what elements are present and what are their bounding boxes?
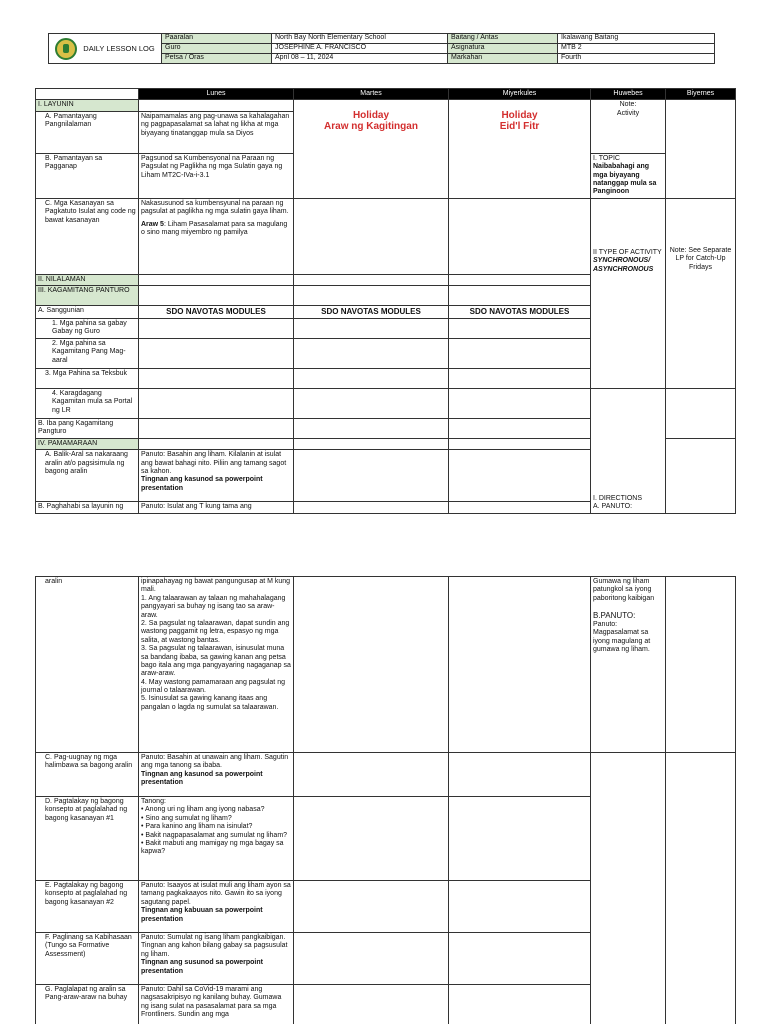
header-value: MTB 2 bbox=[558, 44, 715, 54]
day-header-lunes: Lunes bbox=[139, 89, 294, 100]
text-pagtalakay-1 bbox=[139, 797, 294, 881]
row-label-paglinang: F. Paglinang sa Kabihasaan (Tungo sa Formative Assessment) bbox=[36, 933, 139, 985]
row-label-gabay-guro: 1. Mga pahina sa gabay Gabay ng Guro bbox=[36, 318, 139, 338]
pagtalakay-2-panuto: Panuto: Isaayos at isulat muli ang liham ayon sa tamang pagkakaayos nito. Gawin ito sa iyong sagutang papel. bbox=[141, 882, 291, 906]
row-label-portal-lr: 4. Karagdagang Kagamitan mula sa Portal ng LR bbox=[36, 388, 139, 418]
row-label-aralin: aralin bbox=[36, 577, 139, 753]
huwebes-panuto-a: A. PANUTO: bbox=[593, 503, 633, 511]
araw-detail: : Liham Pasasalamat para sa magulang o sino mang miyembro ng pamilya bbox=[141, 220, 288, 236]
row-label-sanggunian: A. Sanggunian bbox=[36, 306, 139, 319]
text-balik-aral bbox=[139, 450, 294, 502]
huwebes-panuto-b-text: Panuto: Magpasalamat sa iyong magulang at gumawa ng liham. bbox=[593, 620, 651, 653]
holiday-miyerkules bbox=[449, 100, 591, 198]
lesson-table-page1 bbox=[35, 88, 736, 514]
tanong-item: • Anong uri ng liham ang iyong nabasa? bbox=[141, 806, 265, 814]
huwebes-panuto-b: B.PANUTO: bbox=[593, 611, 636, 621]
paghahabi-cont: ipinapahayag ng bawat pangungusap at M kung mali. bbox=[141, 578, 291, 594]
huwebes-gumawa: Gumawa ng liham patungkol sa iyong paboritong kaibigan bbox=[593, 578, 655, 602]
holiday-title: Holiday bbox=[501, 110, 538, 122]
huwebes-directions-cell bbox=[591, 388, 666, 513]
header-value: North Bay North Elementary School bbox=[272, 34, 448, 44]
huwebes-directions: I. DIRECTIONS bbox=[593, 494, 643, 502]
araw-label: Araw 5 bbox=[141, 220, 164, 228]
huwebes-topic: Naibabahagi ang mga biyayang natanggap mula sa Panginoon bbox=[593, 163, 657, 196]
corner-cell bbox=[36, 89, 139, 100]
header-label: Paaralan bbox=[162, 34, 272, 44]
tanong-item: • Para kanino ang liham na isinulat? bbox=[141, 823, 253, 831]
list-item: 4. May wastong pamamaraan ang pagsulat ng journal o talaarawan. bbox=[141, 678, 285, 695]
huwebes-page2-cell bbox=[591, 577, 666, 753]
header-value: April 08 – 11, 2024 bbox=[272, 54, 448, 64]
header-value: JOSEPHINE A. FRANCISCO bbox=[272, 44, 448, 54]
row-label-kasanayan: C. Mga Kasanayan sa Pagkatuto Isulat ang code ng bawat kasanayan bbox=[36, 198, 139, 274]
list-item: 5. Isinusulat sa gawing kanang itaas ang pangalan o lagda ng sumulat sa talaarawan. bbox=[141, 695, 279, 711]
holiday-name: Eid'l Fitr bbox=[499, 121, 540, 133]
row-label-paghahabi: B. Paghahabi sa layunin ng bbox=[36, 502, 139, 513]
row-label-pamantayang-pangnilalaman: A. Pamantayang Pangnilalaman bbox=[36, 111, 139, 153]
huwebes-type: SYNCHRONOUS/ ASYNCHRONOUS bbox=[593, 257, 654, 273]
header-value: Ikalawang Baitang bbox=[558, 34, 715, 44]
row-label-balik-aral: A. Balik-Aral sa nakaraang aralin at/o pagsisimula ng bagong aralin bbox=[36, 450, 139, 502]
pag-uugnay-tingnan: Tingnan ang kasunod sa powerpoint presentation bbox=[141, 770, 263, 787]
huwebes-type-heading: II TYPE OF ACTIVITY bbox=[593, 248, 662, 256]
list-item: 2. Sa pagsulat ng talaarawan, dapat sundin ang wastong paggamit ng letra, espasyo ng mga salita, at wastong bantas. bbox=[141, 619, 290, 644]
day-header-miyerkules: Miyerkules bbox=[449, 89, 591, 100]
day-header-huwebes: Huwebes bbox=[591, 89, 666, 100]
row-label-pagtalakay-1: D. Pagtalakay ng bagong konsepto at paglalahad ng bagong kasanayan #1 bbox=[36, 797, 139, 881]
huwebes-note-cell bbox=[591, 100, 666, 153]
school-seal-icon bbox=[55, 38, 77, 60]
header-label: Markahan bbox=[448, 54, 558, 64]
paglinang-panuto: Panuto: Sumulat ng isang liham pangkaibigan. Tingnan ang kahon bilang gabay sa pagsusulat ng liham. bbox=[141, 934, 288, 958]
header-label: Baitang / Antas bbox=[448, 34, 558, 44]
day-header-martes: Martes bbox=[294, 89, 449, 100]
balik-aral-tingnan: Tingnan ang kasunod sa powerpoint presentation bbox=[141, 476, 263, 492]
text-paghahabi: Panuto: Isulat ang T kung tama ang bbox=[139, 502, 294, 513]
header-label: Guro bbox=[162, 44, 272, 54]
huwebes-type-cell bbox=[591, 198, 666, 388]
text-paghahabi-cont bbox=[139, 577, 294, 753]
row-label-pagtalakay-2: E. Pagtalakay ng bagong konsepto at paglalahad ng bagong kasanayan #2 bbox=[36, 881, 139, 933]
kasanayan-text: Nakasusunod sa kumbensyunal na paraan ng pagsulat at paglikha ng mga sulatin gaya liham. bbox=[141, 199, 289, 216]
text-pag-uugnay bbox=[139, 753, 294, 797]
header-label: Asignatura bbox=[448, 44, 558, 54]
huwebes-note: Note: bbox=[619, 101, 637, 109]
biyernes-note: Note: See Separate LP for Catch-Up Fridays bbox=[669, 246, 732, 271]
day-header-biyernes: Biyernes bbox=[666, 89, 736, 100]
header-title: DAILY LESSON LOG bbox=[83, 44, 155, 53]
text-pamantayang-pangnilalaman: Naipamamalas ang pag-unawa sa kahalagahan ng pagpapasalamat sa lahat ng likha at mga biyayang tinatanggap mula sa Diyos bbox=[139, 111, 294, 153]
header-value: Fourth bbox=[558, 54, 715, 64]
sdo-modules-martes: SDO NAVOTAS MODULES bbox=[294, 306, 449, 319]
header-table bbox=[48, 33, 715, 64]
araw-5-text bbox=[141, 221, 291, 238]
paglinang-tingnan: Tingnan ang susunod sa powerpoint presentation bbox=[141, 959, 263, 975]
lesson-table-page2 bbox=[35, 576, 736, 1024]
text-kasanayan bbox=[139, 198, 294, 274]
row-label-iba-pang-kagamitan: B. Iba pang Kagamitang Pangturo bbox=[36, 418, 139, 438]
section-kagamitan: III. KAGAMITANG PANTURO bbox=[36, 286, 139, 306]
row-label-pamantayan-pagganap: B. Pamantayan sa Pagganap bbox=[36, 153, 139, 198]
header-label: Petsa / Oras bbox=[162, 54, 272, 64]
holiday-martes bbox=[294, 100, 449, 198]
holiday-name: Araw ng Kagitingan bbox=[324, 121, 418, 133]
header-logo-cell bbox=[49, 34, 162, 64]
sdo-modules-lunes: SDO NAVOTAS MODULES bbox=[139, 306, 294, 319]
huwebes-topic-cell bbox=[591, 153, 666, 198]
text-paglalapat: Panuto: Dahil sa CoVid-19 marami ang nagsasakripisyo ng kanilang buhay. Gumawa ng isang sulat na pasasalamat para sa mga Frontliners. Sundin ang mga bbox=[139, 985, 294, 1024]
pagtalakay-2-tingnan: Tingnan ang kabuuan sa powerpoint presentation bbox=[141, 907, 263, 923]
huwebes-activity: Activity bbox=[616, 109, 640, 117]
row-label-teksbuk: 3. Mga Pahina sa Teksbuk bbox=[36, 368, 139, 388]
biyernes-note-cell bbox=[666, 198, 736, 388]
tanong-label: Tanong: bbox=[141, 798, 166, 805]
tanong-item: • Sino ang sumulat ng liham? bbox=[141, 814, 232, 822]
section-layunin: I. LAYUNIN bbox=[36, 100, 139, 111]
section-pamamaraan: IV. PAMAMARAAN bbox=[36, 438, 139, 449]
list-item: 3. Sa pagsulat ng talaarawan, isinusulat muna sa bandang ibaba, sa gawing kanan ang petsa bago itala ang mga pangyayaring nagaganap sa araw-araw. bbox=[141, 645, 291, 678]
list-item: 1. Ang talaarawan ay talaan ng mahahalagang pangyayari sa buhay ng isang tao sa araw-araw. bbox=[141, 594, 286, 619]
holiday-title: Holiday bbox=[352, 110, 390, 122]
text-pamantayan-pagganap: Pagsunod sa Kumbensyonal na Paraan ng Pagsulat ng Paglikha ng mga Sulatin gaya ng Liham MT2C-IVa-i-3.1 bbox=[139, 153, 294, 198]
tanong-item: • Bakit nagpapasalamat ang sumulat ng liham? bbox=[141, 831, 288, 839]
row-label-pag-uugnay: C. Pag-uugnay ng mga halimbawa sa bagong aralin bbox=[36, 753, 139, 797]
sdo-modules-miyerkules: SDO NAVOTAS MODULES bbox=[449, 306, 591, 319]
balik-aral-panuto: Panuto: Basahin ang liham. Kilalanin at isulat ang bawat bahagi nito. Piliin ang tamang sagot sa kahon. bbox=[141, 451, 287, 475]
text-pagtalakay-2 bbox=[139, 881, 294, 933]
row-label-paglalapat: G. Paglalapat ng aralin sa Pang-araw-araw na buhay bbox=[36, 985, 139, 1024]
section-nilalaman: II. NILALAMAN bbox=[36, 274, 139, 285]
text-paglinang bbox=[139, 933, 294, 985]
pag-uugnay-panuto: Panuto: Basahin at unawain ang liham. Sagutin ang mga tanong sa ibaba. bbox=[141, 754, 289, 770]
huwebes-topic-heading: I. TOPIC bbox=[593, 154, 620, 162]
tanong-item: • Bakit mabuti ang mamigay ng mga bagay sa kapwa? bbox=[141, 839, 284, 856]
row-label-kagamitang-mag-aaral: 2. Mga pahina sa Kagamitang Pang Mag-aaral bbox=[36, 338, 139, 368]
